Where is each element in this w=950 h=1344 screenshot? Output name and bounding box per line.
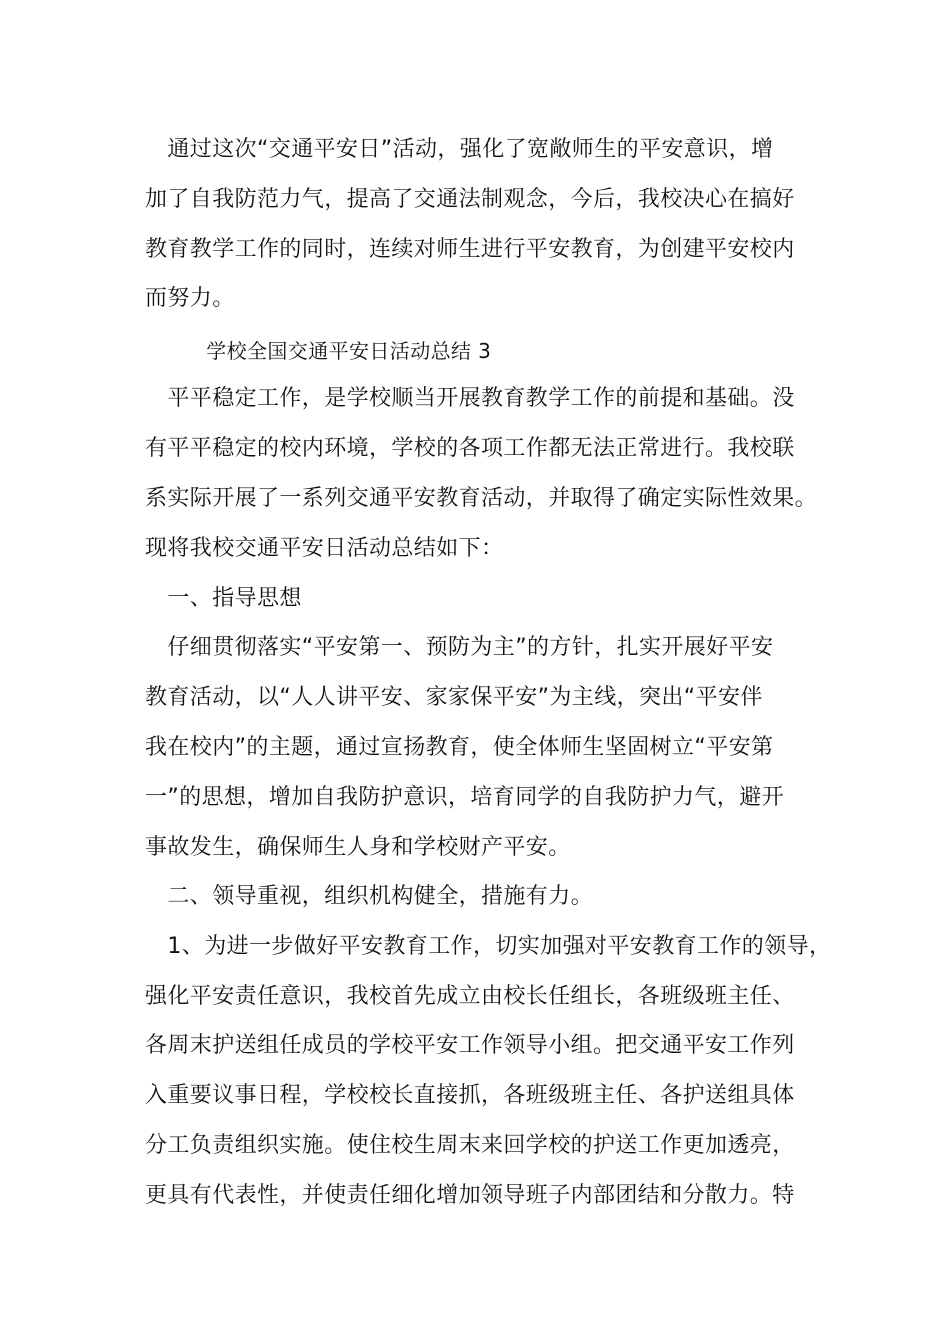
text-line: 事故发生，确保师生人身和学校财产平安。 [145,835,571,860]
text-line: 仔细贯彻落实“平安第一、预防为主”的方针，扎实开展好平安 [145,635,774,660]
text-line: 更具有代表性，并使责任细化增加领导班子内部团结和分散力。特 [145,1183,795,1208]
text-line: 各周末护送组任成员的学校平安工作领导小组。把交通平安工作列 [145,1033,795,1058]
text-line: 而努力。 [145,286,235,311]
heading-guiding-thought: 一、指导思想 [145,586,302,611]
text-line: 强化平安责任意识，我校首先成立由校长任组长，各班级班主任、 [145,984,795,1009]
text-line: 有平平稳定的校内环境，学校的各项工作都无法正常进行。我校联 [145,436,795,461]
text-line: 教育活动，以“人人讲平安、家家保平安”为主线，突出“平安伴 [145,685,763,710]
text-line: 分工负责组织实施。使住校生周末来回学校的护送工作更加透亮， [145,1133,795,1158]
text-line: 现将我校交通平安日活动总结如下： [145,536,504,561]
section-title: 学校全国交通平安日活动总结 3 [145,339,492,363]
text-line: 教育教学工作的同时，连续对师生进行平安教育，为创建平安校内 [145,237,795,262]
text-line: 我在校内”的主题，通过宣扬教育，使全体师生坚固树立“平安第 [145,735,774,760]
text-line: 加了自我防范力气，提高了交通法制观念，今后，我校决心在搞好 [145,187,795,212]
text-line: 入重要议事日程，学校校长直接抓，各班级班主任、各护送组具体 [145,1083,795,1108]
text-line: 系实际开展了一系列交通平安教育活动，并取得了确定实际性效果。 [145,486,818,511]
heading-leadership: 二、领导重视，组织机构健全，措施有力。 [145,884,594,909]
text-line: 1、为进一步做好平安教育工作，切实加强对平安教育工作的领导， [145,934,832,959]
text-line: 平平稳定工作，是学校顺当开展教育教学工作的前提和基础。没 [145,386,795,411]
text-line: 一”的思想，增加自我防护意识，培育同学的自我防护力气，避开 [145,785,784,810]
text-line: 通过这次“交通平安日”活动，强化了宽敞师生的平安意识，增 [145,137,774,162]
